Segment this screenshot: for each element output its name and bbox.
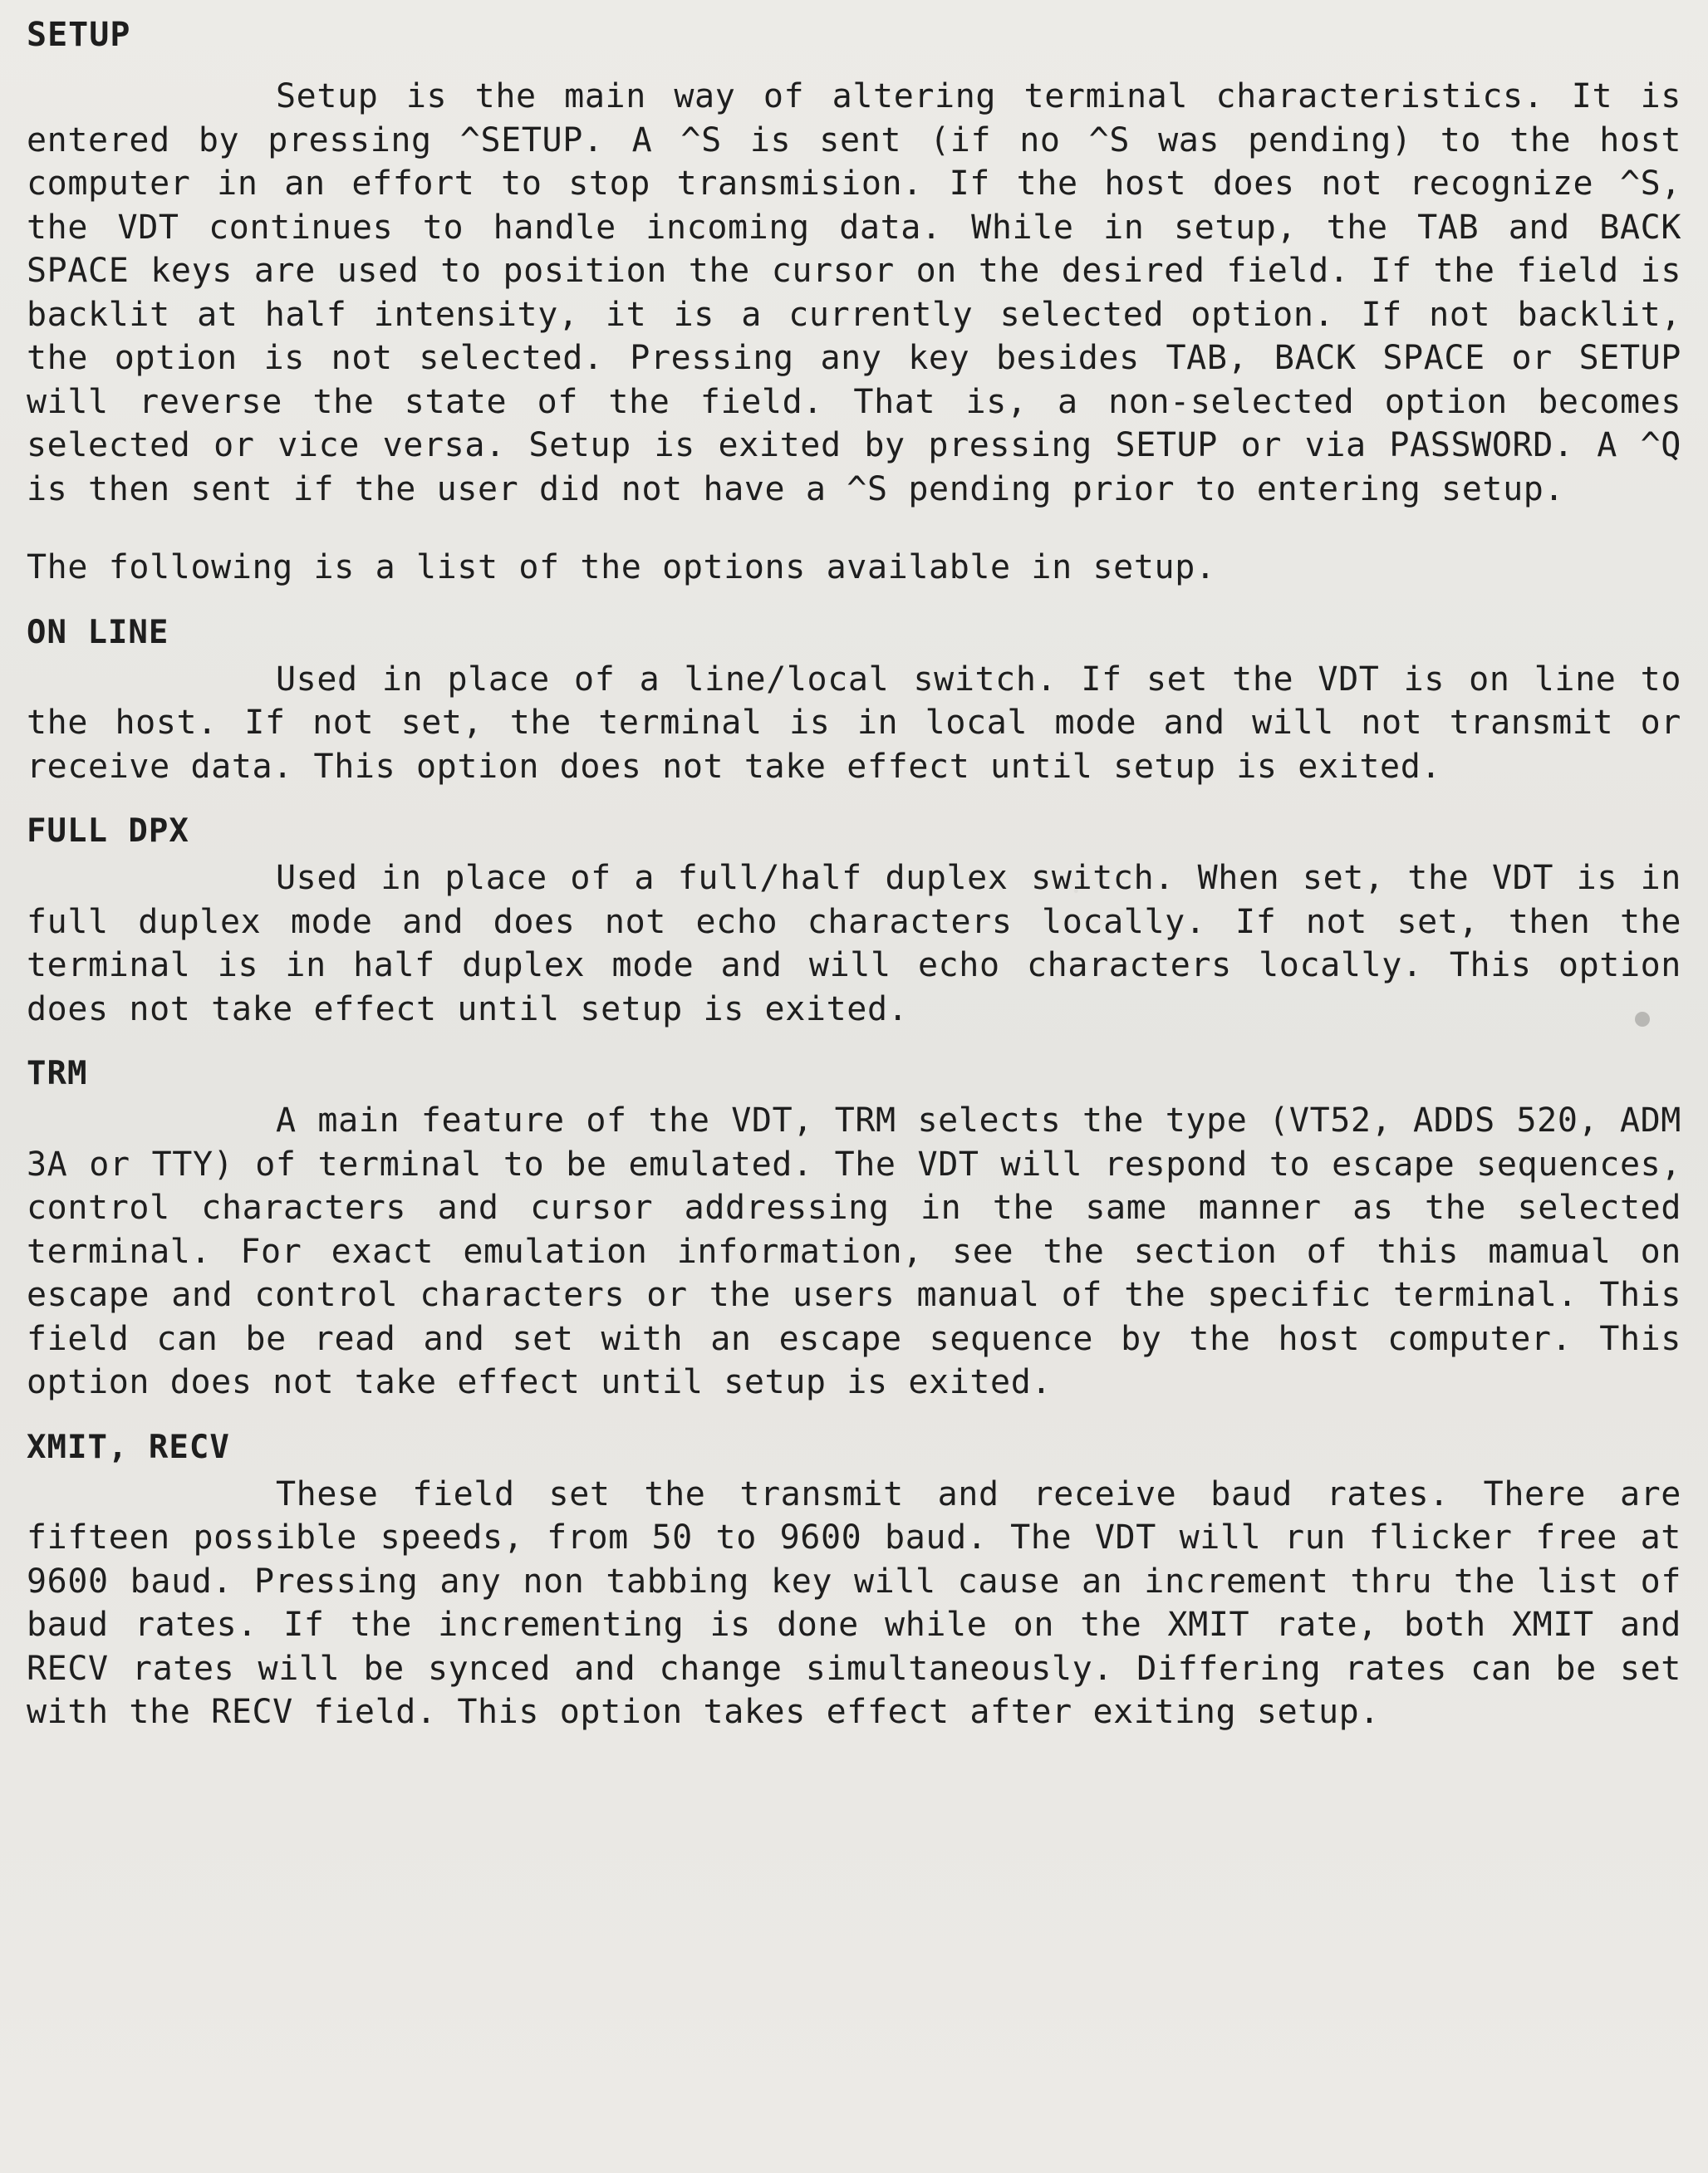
ink-speck (1635, 1012, 1650, 1027)
section-heading: TRM (27, 1055, 88, 1092)
section-heading: SETUP (27, 16, 131, 54)
section-heading: XMIT, RECV (27, 1428, 230, 1466)
section-heading: FULL DPX (27, 812, 189, 850)
section-paragraph: Setup is the main way of altering terminal characteristics. It is entered by pressing ^SETUP. A ^S is sent (if no ^S was pending) to the host computer in an effort to stop transmision. If the host does not recognize ^S, the VDT continues to handle incoming data. While in setup, the TAB and BACK SPACE keys are used to position the cursor on the desired field. If the field is backlit at half intensity, it is a currently selected option. If not backlit, the option is not selected. Pressing any key besides TAB, BACK SPACE or SETUP will reverse the state of the field. That is, a non-selected option becomes selected or vice versa. Setup is exited by pressing SETUP or via PASSWORD. A ^Q is then sent if the user did not have a ^S pending prior to entering setup. (27, 77, 1681, 508)
section-paragraph: Used in place of a full/half duplex switch. When set, the VDT is in full duplex mode and does not echo characters locally. If not set, then the terminal is in half duplex mode and will echo characters locally. This option does not take effect until setup is exited. (27, 859, 1681, 1028)
section-xmit-recv (27, 1428, 1681, 1734)
section-full-dpx (27, 812, 1681, 1031)
section-setup (27, 15, 1681, 590)
section-on-line (27, 613, 1681, 789)
section-paragraph: These field set the transmit and receive baud rates. There are fifteen possible speeds, from 50 to 9600 baud. The VDT will run flicker free at 9600 baud. Pressing any non tabbing key will cause an increment thru the list of baud rates. If the incrementing is done while on the XMIT rate, both XMIT and RECV rates will be synced and change simultaneously. Differing rates can be set with the RECV field. This option takes effect after exiting setup. (27, 1474, 1681, 1731)
section-heading: ON LINE (27, 613, 169, 651)
document-page (27, 15, 1681, 1758)
section-paragraph: Used in place of a line/local switch. If set the VDT is on line to the host. If not set, the terminal is in local mode and will not transmit or receive data. This option does not take effect until setup is exited. (27, 660, 1681, 786)
section-paragraph: The following is a list of the options available in setup. (27, 548, 1216, 586)
section-paragraph: A main feature of the VDT, TRM selects the type (VT52, ADDS 520, ADM 3A or TTY) of terminal to be emulated. The VDT will respond to escape sequences, control characters and cursor addressing in the same manner as the selected terminal. For exact emulation information, see the section of this mamual on escape and control characters or the users manual of the specific terminal. This field can be read and set with an escape sequence by the host computer. This option does not take effect until setup is exited. (27, 1101, 1681, 1401)
section-trm (27, 1054, 1681, 1405)
